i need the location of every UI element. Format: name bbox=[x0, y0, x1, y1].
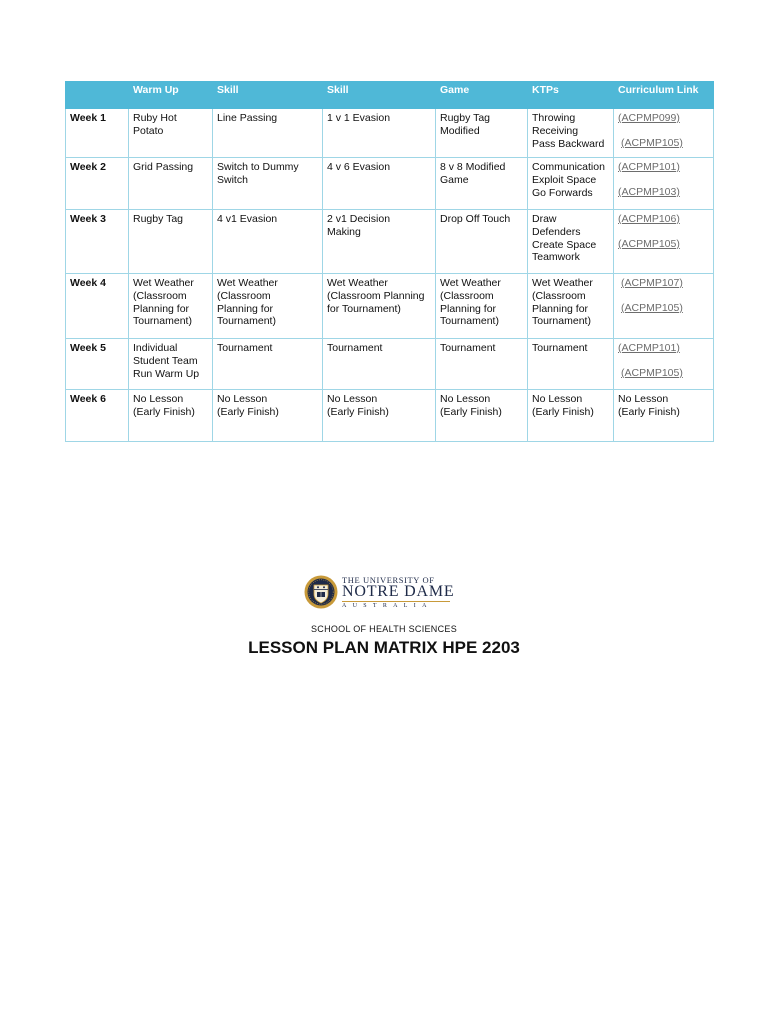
cell-skill bbox=[213, 390, 323, 442]
cell-text: Tournament) bbox=[217, 315, 276, 328]
cell-text: Receiving bbox=[532, 124, 579, 137]
cell-text: 2 v1 Decision bbox=[327, 213, 391, 225]
table-header-row bbox=[66, 82, 714, 109]
header-cell: Curriculum Link bbox=[614, 82, 714, 109]
table-row bbox=[66, 390, 714, 442]
cell-skill bbox=[213, 339, 323, 390]
cell-text: Planning for bbox=[217, 302, 274, 315]
cell-game bbox=[436, 339, 528, 390]
header-cell: Skill bbox=[323, 82, 436, 109]
curriculum-link[interactable]: (ACPMP105) bbox=[621, 366, 683, 379]
cell-curriculum-link bbox=[614, 158, 714, 210]
cell-warm-up bbox=[129, 210, 213, 274]
cell-text: Switch bbox=[217, 173, 248, 186]
cell-text: Throwing bbox=[532, 112, 576, 124]
cell-warm-up bbox=[129, 108, 213, 158]
cell-curriculum-link bbox=[614, 390, 714, 442]
cell-text: (Classroom Planning bbox=[327, 289, 425, 302]
curriculum-link[interactable]: (ACPMP106) bbox=[618, 213, 680, 225]
cell-skill bbox=[323, 339, 436, 390]
cell-text: (Classroom bbox=[217, 289, 271, 302]
cell-game bbox=[436, 390, 528, 442]
header-cell: KTPs bbox=[528, 82, 614, 109]
cell-text: (Classroom bbox=[532, 289, 586, 302]
curriculum-link[interactable]: (ACPMP105) bbox=[621, 136, 683, 149]
cell-text: Wet Weather bbox=[532, 277, 593, 289]
cell-text: Rugby Tag bbox=[440, 112, 491, 124]
cell-text: Making bbox=[327, 225, 361, 238]
cell-text: (Early Finish) bbox=[618, 405, 680, 418]
cell-skill bbox=[323, 158, 436, 210]
table-row bbox=[66, 339, 714, 390]
cell-text: Tournament bbox=[217, 342, 273, 354]
cell-text: Exploit Space bbox=[532, 173, 597, 186]
table-row bbox=[66, 210, 714, 274]
table-row bbox=[66, 158, 714, 210]
header-cell: Skill bbox=[213, 82, 323, 109]
cell-text: No Lesson bbox=[618, 393, 669, 405]
cell-game bbox=[436, 108, 528, 158]
curriculum-link[interactable]: (ACPMP105) bbox=[618, 237, 680, 250]
cell-text: Create Space bbox=[532, 238, 597, 251]
cell-ktps bbox=[528, 339, 614, 390]
cell-text: Tournament) bbox=[440, 315, 499, 328]
curriculum-link[interactable]: (ACPMP101) bbox=[618, 161, 680, 173]
cell-text: Rugby Tag bbox=[133, 213, 184, 225]
cell-text: Potato bbox=[133, 124, 164, 137]
curriculum-link[interactable]: (ACPMP099) bbox=[618, 112, 680, 124]
header-cell bbox=[66, 82, 129, 109]
table-row bbox=[66, 108, 714, 158]
cell-skill bbox=[213, 158, 323, 210]
cell-skill bbox=[213, 108, 323, 158]
cell-curriculum-link bbox=[614, 274, 714, 339]
cell-text: Tournament) bbox=[133, 315, 192, 328]
school-name: SCHOOL OF HEALTH SCIENCES bbox=[310, 624, 458, 634]
cell-warm-up bbox=[129, 274, 213, 339]
week-label: Week 6 bbox=[66, 390, 129, 442]
cell-warm-up bbox=[129, 158, 213, 210]
cell-warm-up bbox=[129, 339, 213, 390]
cell-curriculum-link bbox=[614, 210, 714, 274]
lesson-plan-table bbox=[65, 81, 714, 442]
cell-text: 4 v1 Evasion bbox=[217, 213, 278, 225]
cell-text: No Lesson bbox=[327, 393, 378, 405]
cell-text: Wet Weather bbox=[327, 277, 388, 289]
logo-line-1: THE UNIVERSITY OF bbox=[342, 575, 435, 585]
cell-ktps bbox=[528, 158, 614, 210]
cell-text: Run Warm Up bbox=[133, 367, 200, 380]
crest-icon bbox=[304, 574, 338, 610]
cell-text: No Lesson bbox=[217, 393, 268, 405]
cell-text: 1 v 1 Evasion bbox=[327, 112, 391, 124]
cell-game bbox=[436, 210, 528, 274]
cell-game bbox=[436, 158, 528, 210]
cell-text: Communication bbox=[532, 161, 605, 173]
cell-curriculum-link bbox=[614, 108, 714, 158]
page-title: LESSON PLAN MATRIX HPE 2203 bbox=[248, 638, 520, 657]
cell-ktps bbox=[528, 390, 614, 442]
cell-text: No Lesson bbox=[440, 393, 491, 405]
cell-text: Student Team bbox=[133, 354, 198, 367]
cell-text: Drop Off Touch bbox=[440, 213, 511, 225]
cell-text: (Classroom bbox=[440, 289, 494, 302]
cell-text: Pass Backward bbox=[532, 137, 605, 150]
cell-text: Planning for bbox=[133, 302, 190, 315]
cell-text: No Lesson bbox=[532, 393, 583, 405]
cell-ktps bbox=[528, 274, 614, 339]
cell-game bbox=[436, 274, 528, 339]
cell-text: (Early Finish) bbox=[532, 405, 594, 418]
cell-text: Tournament bbox=[440, 342, 496, 354]
cell-text: 8 v 8 Modified bbox=[440, 161, 506, 173]
week-label: Week 5 bbox=[66, 339, 129, 390]
cell-text: Wet Weather bbox=[440, 277, 501, 289]
cell-skill bbox=[323, 108, 436, 158]
cell-text: Switch to Dummy bbox=[217, 161, 299, 173]
curriculum-link[interactable]: (ACPMP107) bbox=[621, 277, 683, 289]
cell-text: Tournament bbox=[327, 342, 383, 354]
cell-text: Planning for bbox=[440, 302, 497, 315]
cell-curriculum-link bbox=[614, 339, 714, 390]
logo-line-3: AUSTRALIA bbox=[342, 603, 433, 609]
university-logo bbox=[304, 574, 454, 614]
cell-text: Modified bbox=[440, 124, 480, 137]
cell-skill bbox=[213, 274, 323, 339]
cell-text: (Early Finish) bbox=[133, 405, 195, 418]
cell-text: Line Passing bbox=[217, 112, 278, 124]
cell-skill bbox=[213, 210, 323, 274]
cell-text: Wet Weather bbox=[217, 277, 278, 289]
cell-skill bbox=[323, 274, 436, 339]
cell-text: Individual bbox=[133, 342, 178, 354]
table-row bbox=[66, 274, 714, 339]
cell-warm-up bbox=[129, 390, 213, 442]
cell-text: (Classroom bbox=[133, 289, 187, 302]
curriculum-link[interactable]: (ACPMP101) bbox=[618, 342, 680, 354]
cell-text: Ruby Hot bbox=[133, 112, 177, 124]
cell-text: 4 v 6 Evasion bbox=[327, 161, 391, 173]
cell-text: (Early Finish) bbox=[440, 405, 502, 418]
header-cell: Game bbox=[436, 82, 528, 109]
header-cell: Warm Up bbox=[129, 82, 213, 109]
cell-text: (Early Finish) bbox=[327, 405, 389, 418]
cell-text: Wet Weather bbox=[133, 277, 194, 289]
curriculum-link[interactable]: (ACPMP103) bbox=[618, 185, 680, 198]
cell-text: Tournament) bbox=[532, 315, 591, 328]
cell-text: Teamwork bbox=[532, 251, 580, 264]
cell-text: Tournament bbox=[532, 342, 588, 354]
cell-text: for Tournament) bbox=[327, 302, 401, 315]
cell-text: Grid Passing bbox=[133, 161, 194, 173]
week-label: Week 3 bbox=[66, 210, 129, 274]
cell-text: No Lesson bbox=[133, 393, 184, 405]
week-label: Week 2 bbox=[66, 158, 129, 210]
cell-text: Planning for bbox=[532, 302, 589, 315]
cell-text: Go Forwards bbox=[532, 186, 593, 199]
cell-text: (Early Finish) bbox=[217, 405, 279, 418]
cell-ktps bbox=[528, 108, 614, 158]
week-label: Week 4 bbox=[66, 274, 129, 339]
week-label: Week 1 bbox=[66, 108, 129, 158]
cell-skill bbox=[323, 390, 436, 442]
cell-ktps bbox=[528, 210, 614, 274]
cell-text: Defenders bbox=[532, 225, 581, 238]
logo-divider bbox=[342, 601, 450, 602]
logo-line-2: NOTRE DAME bbox=[342, 583, 455, 600]
curriculum-link[interactable]: (ACPMP105) bbox=[621, 301, 683, 314]
cell-skill bbox=[323, 210, 436, 274]
cell-text: Game bbox=[440, 173, 469, 186]
cell-text: Draw bbox=[532, 213, 557, 225]
